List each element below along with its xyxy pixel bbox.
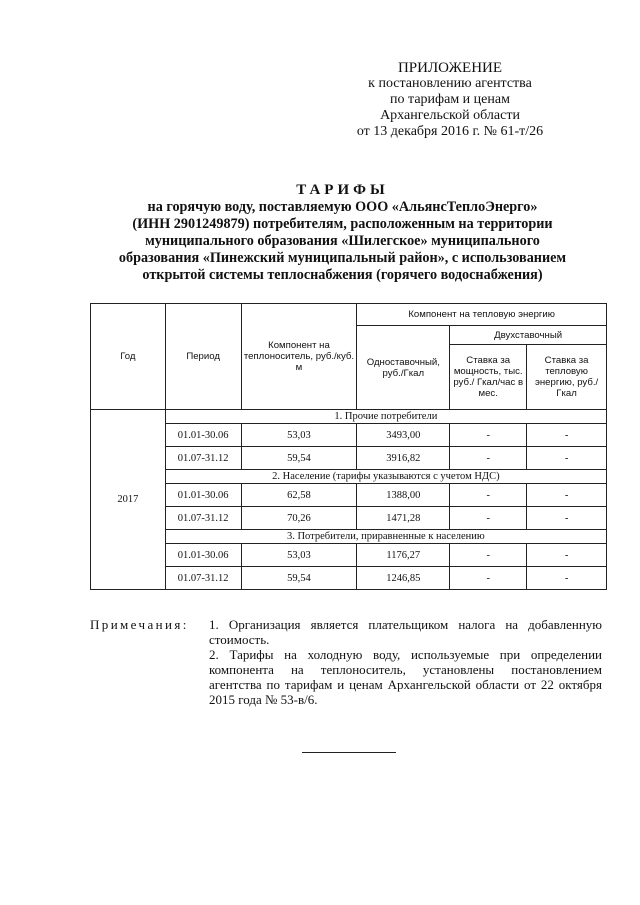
- table-row: [91, 424, 607, 447]
- energy-rate-cell: -: [527, 544, 607, 567]
- capacity-rate-cell: -: [450, 484, 527, 507]
- header-energy: Ставка за тепловую энергию, руб./Гкал: [527, 345, 607, 410]
- section-row: [91, 530, 607, 544]
- header-single: Одноставочный, руб./Гкал: [357, 326, 450, 410]
- single-rate-cell: 1471,28: [357, 507, 450, 530]
- carrier-cell: 53,03: [241, 424, 357, 447]
- section-label: 2. Население (тарифы указываются с учетом НДС): [165, 470, 606, 484]
- title-line: открытой системы теплоснабжения (горячего водоснабжения): [142, 267, 543, 283]
- header-capacity: Ставка за мощность, тыс. руб./ Гкал/час в мес.: [450, 345, 527, 410]
- carrier-cell: 59,54: [241, 447, 357, 470]
- section-label: 1. Прочие потребители: [165, 410, 606, 424]
- header-row: [91, 304, 607, 326]
- section-label: 3. Потребители, приравненные к населению: [165, 530, 606, 544]
- appendix-heading: ПРИЛОЖЕНИЕ: [397, 60, 503, 76]
- section-row: [91, 410, 607, 424]
- notes-label: Примечания:: [90, 617, 189, 632]
- energy-rate-cell: -: [527, 424, 607, 447]
- single-rate-cell: 3916,82: [357, 447, 450, 470]
- title-main: ТАРИФЫ: [296, 182, 389, 198]
- period-cell: 01.01-30.06: [165, 484, 241, 507]
- header-year: Год: [91, 304, 166, 410]
- period-cell: 01.01-30.06: [165, 544, 241, 567]
- title-line: (ИНН 2901249879) потребителям, расположенным на территории: [132, 216, 553, 232]
- header-period: Период: [165, 304, 241, 410]
- table-row: [91, 507, 607, 530]
- appendix-line: Архангельской области: [380, 108, 520, 123]
- energy-rate-cell: -: [527, 567, 607, 590]
- capacity-rate-cell: -: [450, 447, 527, 470]
- title-line: муниципального образования «Шилегское» муниципального: [145, 233, 540, 249]
- title-line: на горячую воду, поставляемую ООО «АльянсТеплоЭнерго»: [147, 199, 538, 215]
- header-carrier: Компонент на теплоноситель, руб./куб. м: [241, 304, 357, 410]
- header-two-part: Двухставочный: [450, 326, 607, 345]
- single-rate-cell: 3493,00: [357, 424, 450, 447]
- period-cell: 01.07-31.12: [165, 507, 241, 530]
- appendix-line: от 13 декабря 2016 г. № 61-т/26: [356, 124, 544, 139]
- table-row: [91, 544, 607, 567]
- appendix-line: по тарифам и ценам: [390, 92, 510, 107]
- energy-rate-cell: -: [527, 507, 607, 530]
- appendix-line: к постановлению агентства: [368, 76, 532, 91]
- single-rate-cell: 1246,85: [357, 567, 450, 590]
- energy-rate-cell: -: [527, 484, 607, 507]
- title-line: образования «Пинежский муниципальный район», с использованием: [118, 250, 567, 266]
- carrier-cell: 70,26: [241, 507, 357, 530]
- note-item: 2. Тарифы на холодную воду, используемые при определении компонента на теплоноситель, установлены постановлением агентства по тарифам и ценам Архангельской области от 22 октября 2015 года № 53-в/6.: [209, 647, 602, 707]
- table-row: [91, 484, 607, 507]
- capacity-rate-cell: -: [450, 567, 527, 590]
- single-rate-cell: 1176,27: [357, 544, 450, 567]
- carrier-cell: 62,58: [241, 484, 357, 507]
- title-subtitle: [90, 199, 595, 284]
- carrier-cell: 53,03: [241, 544, 357, 567]
- appendix-block: [340, 60, 560, 140]
- signature-line: [302, 752, 396, 753]
- capacity-rate-cell: -: [450, 424, 527, 447]
- section-row: [91, 470, 607, 484]
- carrier-cell: 59,54: [241, 567, 357, 590]
- tariff-table: [90, 303, 607, 590]
- document-title: [90, 181, 595, 284]
- energy-rate-cell: -: [527, 447, 607, 470]
- table-row: [91, 447, 607, 470]
- single-rate-cell: 1388,00: [357, 484, 450, 507]
- note-item: 1. Организация является плательщиком налога на добавленную стоимость.: [209, 617, 602, 647]
- period-cell: 01.07-31.12: [165, 447, 241, 470]
- table-row: [91, 567, 607, 590]
- header-thermal: Компонент на тепловую энергию: [357, 304, 607, 326]
- notes-list: [209, 617, 602, 707]
- capacity-rate-cell: -: [450, 544, 527, 567]
- period-cell: 01.01-30.06: [165, 424, 241, 447]
- capacity-rate-cell: -: [450, 507, 527, 530]
- year-cell: 2017: [91, 410, 166, 590]
- period-cell: 01.07-31.12: [165, 567, 241, 590]
